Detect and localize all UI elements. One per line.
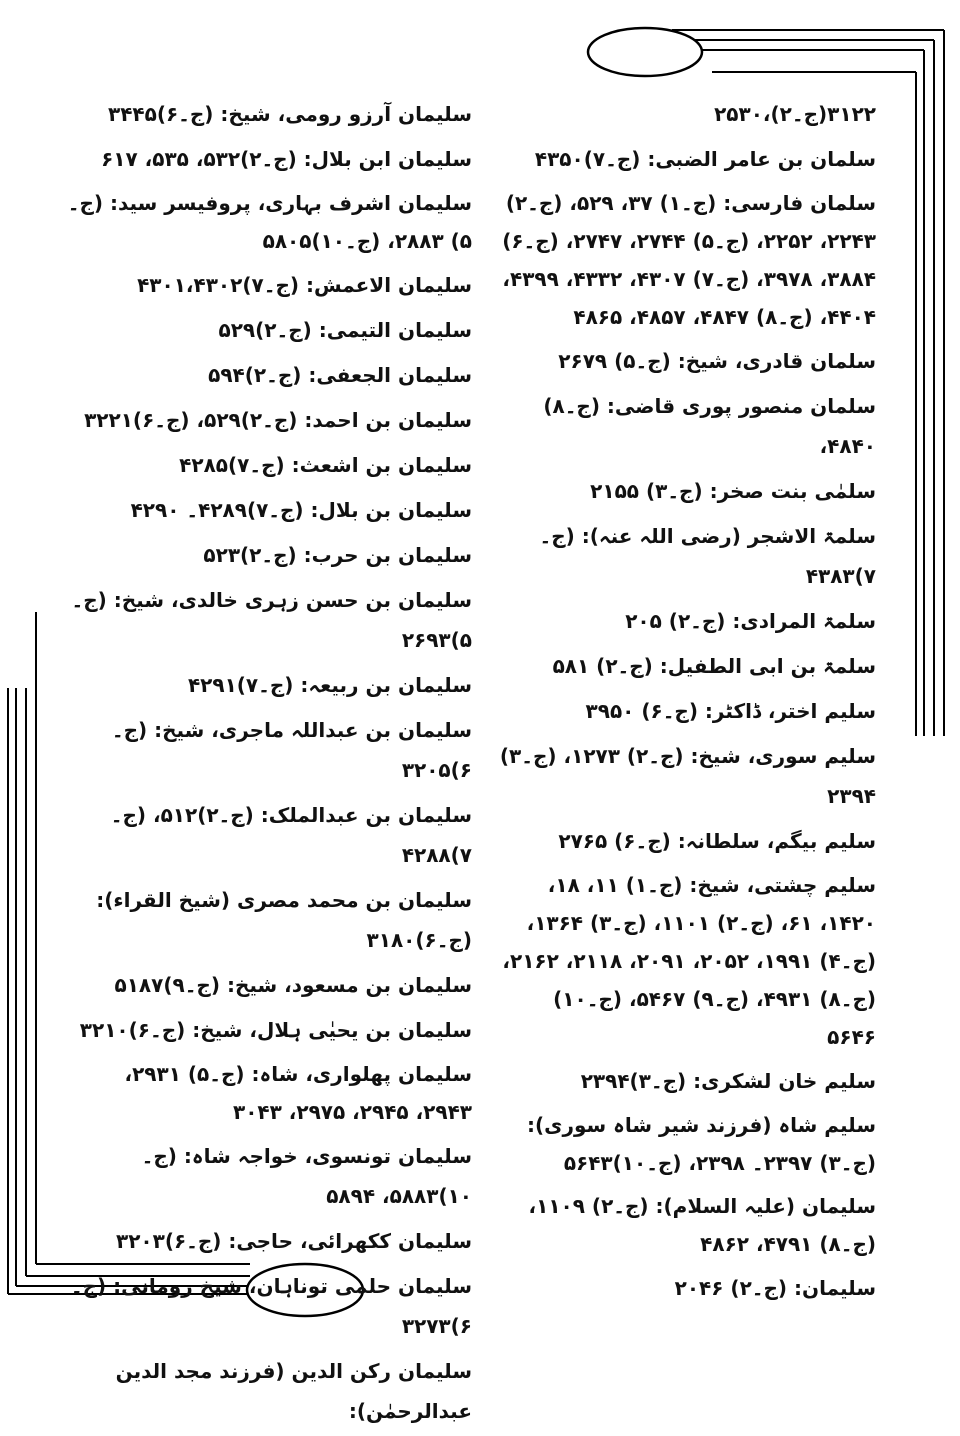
- index-entry: سلمٰی بنت صخر: (ج۔۳) ۲۱۵۵: [590, 479, 876, 503]
- index-entry: ۳۱۲۲(ج۔۲)،۲۵۳۰: [714, 102, 876, 126]
- index-entry: سلیمان بن عبداللہ ماجری، شیخ: (ج۔۶)۳۲۰۵: [111, 718, 472, 782]
- index-entry: سلیمان التیمی: (ج۔۲)۵۲۹: [218, 318, 472, 342]
- index-entry: سلمان فارسی: (ج۔۱) ۳۷، ۵۲۹، (ج۔۲) ۲۲۴۳، ۲۲۵۲، (ج۔۵) ۲۷۴۴، ۲۷۴۷، (ج۔۶) ۳۸۸۴، ۳۹۷۸، (ج۔۷) ۴۳۰۷، ۴۳۳۲، ۴۳۹۹، ۴۴۰۴، (ج۔۸) ۴۸۴۷، ۴۸۵۷، ۴۸۶۵: [502, 191, 876, 329]
- index-entry: سلیمان ککھرائی، حاجی: (ج۔۶)۳۲۰۳: [115, 1229, 472, 1253]
- index-entry: سلیم شاہ (فرزند شیر شاہ سوری): (ج۔۳) ۲۳۹۷۔ ۲۳۹۸، (ج۔۱۰)۵۶۴۳: [526, 1113, 876, 1175]
- index-entry: سلیمان بن حرب: (ج۔۲)۵۲۳: [203, 543, 472, 567]
- index-column-right: [498, 94, 876, 1313]
- index-entry: سلیمان: (ج۔۲) ۲۰۴۶: [674, 1276, 876, 1300]
- index-column-left: [62, 94, 472, 1436]
- index-entry: سلیمان الجعفی: (ج۔۲)۵۹۴: [208, 363, 472, 387]
- index-entry: سلیم چشتی، شیخ: (ج۔۱) ۱۱، ۱۸، ۱۴۲۰، ۶۱، (ج۔۲) ۱۱۰۱، (ج۔۳) ۱۳۶۴، (ج۔۴) ۱۹۹۱، ۲۰۵۲، ۲۰۹۱، ۲۱۱۸، ۲۱۶۲، (ج۔۸) ۴۹۳۱، (ج۔۹) ۵۴۶۷، (ج۔۱۰) ۵۶۴۶: [502, 873, 876, 1049]
- index-entry: سلمۃ بن ابی الطفیل: (ج۔۲) ۵۸۱: [552, 654, 876, 678]
- index-entry: سلیمان بن یحیٰی ہلال، شیخ: (ج۔۶)۳۲۱۰: [79, 1018, 472, 1042]
- index-entry: سلیمان الاعمش: (ج۔۷)۴۳۰۱،۴۳۰۲: [137, 273, 472, 297]
- index-entry: سلیمان ابن بلال: (ج۔۲)۵۳۲، ۵۳۵، ۶۱۷: [101, 147, 472, 171]
- index-entry: سلیمان بن ربیعہ: (ج۔۷)۴۲۹۱: [187, 673, 472, 697]
- index-entry: سلیمان حلمی توناہان، شیخ رومانی: (ج۔۶)۳۲۷۳: [70, 1274, 472, 1338]
- index-entry: سلیمان تونسوی، خواجہ شاہ: (ج۔۱۰)۵۸۸۳، ۵۸۹۴: [141, 1144, 472, 1208]
- index-entry: سلیمان پھلواری، شاہ: (ج۔۵) ۲۹۳۱، ۲۹۴۳، ۲۹۴۵، ۲۹۷۵، ۳۰۴۳: [124, 1062, 472, 1124]
- index-entry: سلمان منصور پوری قاضی: (ج۔۸) ۴۸۴۰،: [543, 394, 876, 458]
- index-entry: سلیمان بن بلال: (ج۔۷)۴۲۸۹۔ ۴۲۹۰: [130, 498, 472, 522]
- index-entry: سلیمان بن احمد: (ج۔۲)۵۲۹، (ج۔۶)۳۲۲۱: [84, 408, 472, 432]
- index-entry: سلیم خان لشکری: (ج۔۳)۲۳۹۴: [580, 1069, 876, 1093]
- index-entry: سلیم بیگم، سلطانہ: (ج۔۶) ۲۷۶۵: [558, 829, 876, 853]
- index-entry: سلیمان بن حسن زہری خالدی، شیخ: (ج۔۵)۲۶۹۳: [71, 588, 472, 652]
- index-entry: سلیمان (علیہ السلام): (ج۔۲) ۱۱۰۹، (ج۔۸) ۴۷۹۱، ۴۸۶۲: [528, 1194, 876, 1256]
- index-entry: سلیم اختر، ڈاکٹر: (ج۔۶) ۳۹۵۰: [585, 699, 876, 723]
- index-entry: سلیم سوری، شیخ: (ج۔۲) ۱۲۷۳، (ج۔۳) ۲۳۹۴: [499, 744, 876, 808]
- index-entry: سلیمان آرزو رومی، شیخ: (ج۔۶)۳۴۴۵: [107, 102, 472, 126]
- index-entry: سلمۃ المرادی: (ج۔۲) ۲۰۵: [625, 609, 876, 633]
- index-entry: سلمان قادری، شیخ: (ج۔۵) ۲۶۷۹: [558, 349, 876, 373]
- index-entry: سلمان بن عامر الضبی: (ج۔۷)۴۳۵۰: [534, 147, 876, 171]
- index-entry: سلمۃ الاشجر (رضی اللہ عنہ): (ج۔۷)۴۳۸۳: [539, 524, 876, 588]
- index-entry: سلیمان بن اشعث: (ج۔۷)۴۲۸۵: [179, 453, 472, 477]
- index-entry: سلیمان بن مسعود، شیخ: (ج۔۹)۵۱۸۷: [114, 973, 472, 997]
- index-entry: سلیمان بن عبدالملک: (ج۔۲)۵۱۲، (ج۔۷)۴۲۸۸: [110, 803, 472, 867]
- index-entry: سلیمان بن محمد مصری (شیخ القراء): (ج۔۶)۳۱۸۰: [96, 888, 472, 952]
- top-oval-ornament: [588, 28, 702, 76]
- index-entry: سلیمان رکن الدین (فرزند مجد الدین عبدالرحمٰن):: [115, 1359, 472, 1423]
- index-entry: سلیمان اشرف بہاری، پروفیسر سید: (ج۔۵) ۲۸۸۳، (ج۔۱۰)۵۸۰۵: [67, 191, 472, 253]
